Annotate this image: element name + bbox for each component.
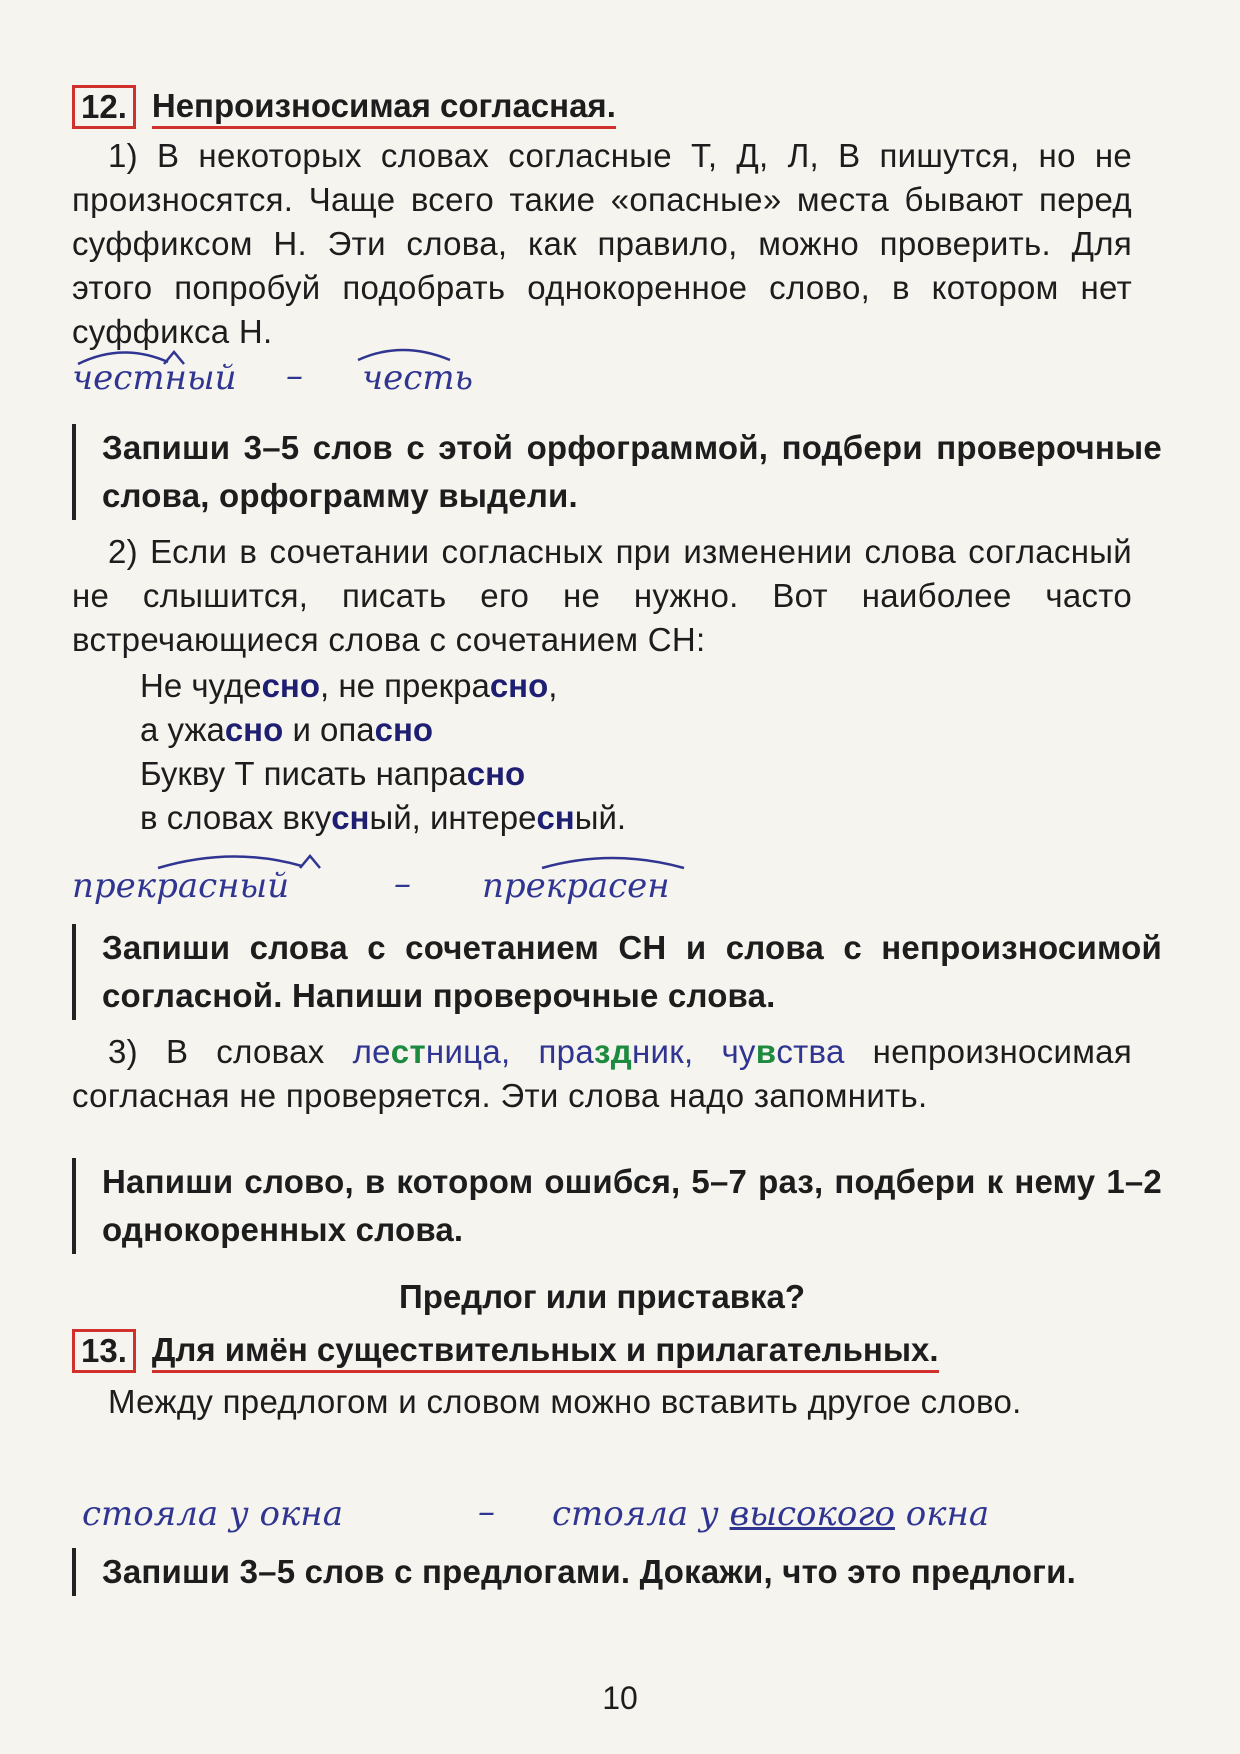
word-lestnica: лестница, (352, 1033, 539, 1070)
handwritten-example-1 (72, 338, 1132, 398)
section-12-heading (72, 84, 1132, 130)
poem-line: Букву Т писать напрасно (140, 755, 526, 792)
word-prazdnik: праздник, (538, 1033, 722, 1070)
poem-line: Не чудесно, не прекрасно, (140, 667, 558, 704)
example-dash: – (478, 1492, 495, 1532)
poem-line: в словах вкусный, интересный. (140, 799, 627, 836)
example-dash: – (286, 356, 303, 396)
example-left: стояла у окна (82, 1494, 343, 1534)
section-12-paragraph-2: 2) Если в сочетании согласных при изменении слова согласный не слышится, писать его не нужно. Вот наиболее часто встречающиеся слова с сочетанием СН: (72, 533, 1132, 658)
task-4: Запиши 3–5 слов с предлогами. Докажи, что это предлоги. (72, 1548, 1162, 1596)
word-chuvstva: чувства (721, 1033, 845, 1070)
subheading: Предлог или приставка? (398, 1278, 806, 1315)
section-13-paragraph: Между предлогом и словом можно вставить другое слово. (108, 1383, 1022, 1420)
task-3: Напиши слово, в котором ошибся, 5–7 раз, подбери к нему 1–2 однокоренных слова. (72, 1158, 1162, 1254)
page-number: 10 (602, 1680, 638, 1716)
example-word: честный (72, 358, 237, 398)
section-13-heading (72, 1328, 1132, 1374)
task-1: Запиши 3–5 слов с этой орфограммой, подбери проверочные слова, орфограмму выдели. (72, 424, 1162, 520)
handwritten-example-3 (72, 1484, 1132, 1540)
handwritten-example-2 (72, 846, 1132, 906)
cn-word-poem (72, 664, 1200, 840)
section-12-paragraph-1: 1) В некоторых словах согласные Т, Д, Л, В пишутся, но не произносятся. Чаще всего такие «опасные» места бывают перед суффиксом Н. Эти слова, как правило, можно проверить. Для этого попробуй подобрать однокоренное слово, в котором нет суффикса Н. (72, 137, 1132, 350)
example-dash: – (394, 864, 411, 904)
section-title: Непроизносимая согласная. (152, 86, 616, 129)
section-number: 12. (72, 85, 136, 129)
task-2: Запиши слова с сочетанием СН и слова с непроизносимой согласной. Напиши проверочные слова. (72, 924, 1162, 1020)
section-title: Для имён существительных и прилагательных. (152, 1330, 939, 1373)
example-word: прекрасный (72, 866, 290, 906)
poem-line: а ужасно и опасно (140, 711, 434, 748)
section-number: 13. (72, 1329, 136, 1373)
section-12-paragraph-3: 3) В словах лестница, праздник, чувства непроизносимая согласная не проверяется. Эти слова надо запомнить. (72, 1033, 1133, 1114)
example-right: стояла у высокого окна (552, 1494, 990, 1534)
example-check-word: честь (362, 358, 474, 398)
example-check-word: прекрасен (482, 866, 670, 906)
